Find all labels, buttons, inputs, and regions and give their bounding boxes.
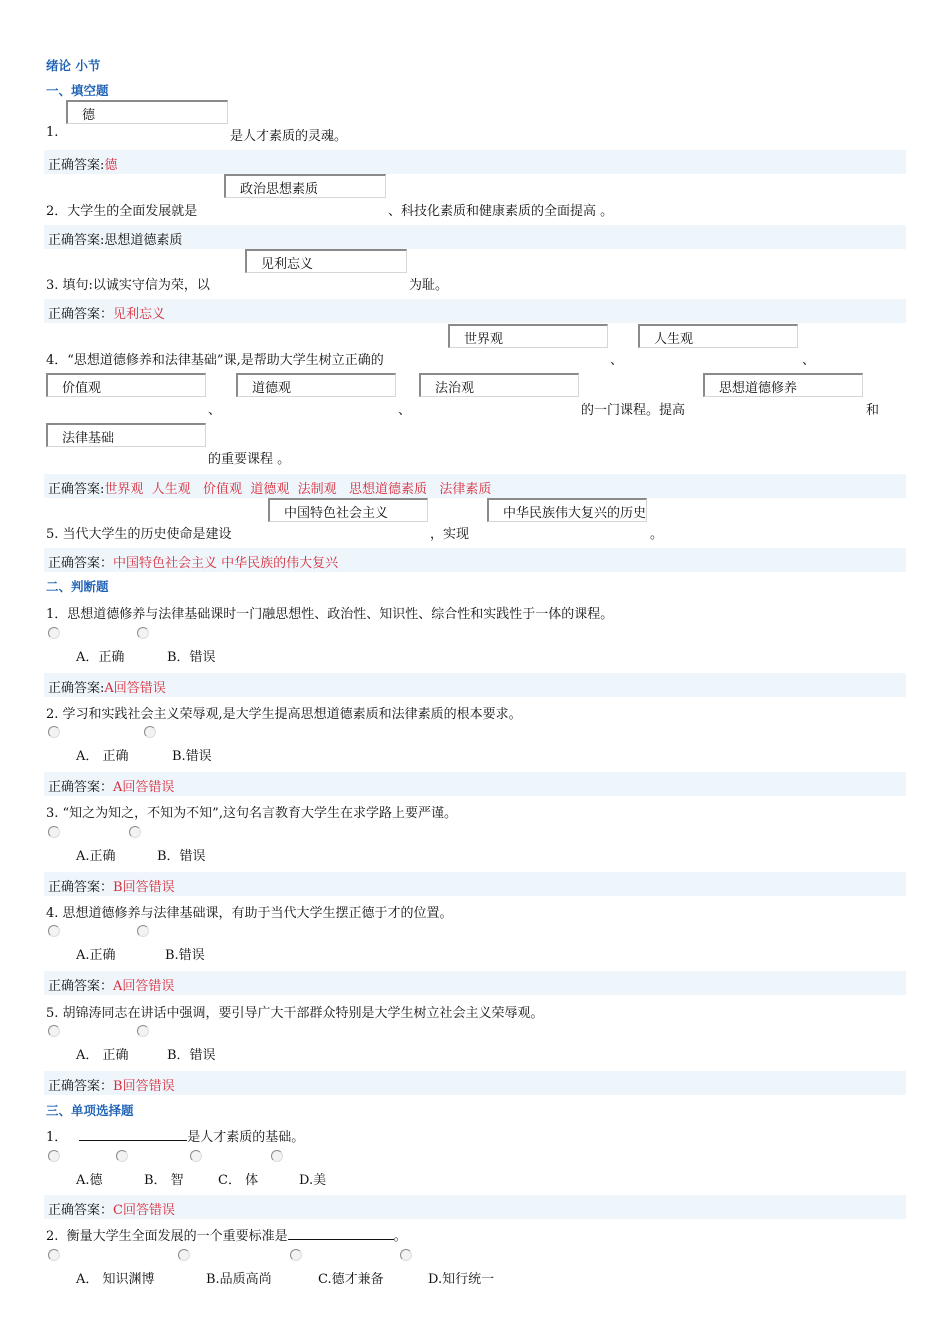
fill-2-answer-bar <box>44 225 906 249</box>
fill-4-input-6[interactable]: 思想道德修养 <box>703 373 863 397</box>
answer-label: 正确答案： <box>48 556 114 571</box>
answer-value: A回答错误 <box>113 780 175 795</box>
judge-4-radio-a[interactable] <box>48 925 60 937</box>
choice-1-question <box>46 1126 304 1145</box>
judge-4-question: 4. 思想道德修养与法律基础课，有助于当代大学生摆正德于才的位置。 <box>46 906 453 921</box>
fill-3-suffix: 为耻。 <box>409 278 449 293</box>
judge-2-radio-a[interactable] <box>48 726 60 738</box>
judge-5-option-a: A． 正确 <box>76 1048 129 1063</box>
judge-3-option-a: A.正确 <box>76 849 116 864</box>
answer-label: 正确答案: <box>48 158 105 173</box>
judge-5-option-b: B．错误 <box>167 1048 216 1063</box>
choice-2-radio-d[interactable] <box>400 1249 412 1261</box>
fill-2-prefix: 2．大学生的全面发展就是 <box>46 204 198 219</box>
choice-1-radio-a[interactable] <box>48 1150 60 1162</box>
fill-5-input-2[interactable]: 中华民族伟大复兴的历史 <box>487 498 647 522</box>
judge-2-answer-bar <box>44 772 906 796</box>
answer-label: 正确答案: <box>48 482 105 497</box>
answer-value: B回答错误 <box>113 880 175 895</box>
fill-4-sep-1: 、 <box>610 353 624 368</box>
answer-label: 正确答案： <box>48 1203 114 1218</box>
answer-value: 见利忘义 <box>113 307 166 322</box>
fill-5-input-1[interactable]: 中国特色社会主义 <box>268 498 428 522</box>
fill-4-and: 和 <box>866 403 880 418</box>
answer-label: 正确答案： <box>48 307 114 322</box>
page-heading: 绪论 小节 <box>46 58 101 73</box>
choice-1-option-a: A.德 <box>76 1173 103 1188</box>
judge-1-answer-bar <box>44 673 906 697</box>
judge-2-option-a: A． 正确 <box>76 749 129 764</box>
fill-4-input-5[interactable]: 法治观 <box>419 373 579 397</box>
answer-value: A回答错误 <box>113 979 175 994</box>
fill-2-input[interactable]: 政治思想素质 <box>224 174 386 198</box>
fill-4-suffix: 的重要课程 。 <box>208 452 291 467</box>
fill-4-input-7[interactable]: 法律基础 <box>46 423 206 447</box>
choice-1-option-b: B． 智 <box>144 1173 184 1188</box>
answer-label: 正确答案: <box>48 681 105 696</box>
judge-1-radio-a[interactable] <box>48 627 60 639</box>
choice-1-radio-d[interactable] <box>271 1150 283 1162</box>
choice-2-suffix: 。 <box>393 1229 407 1244</box>
judge-1-option-a: A．正确 <box>76 650 125 665</box>
fill-2-suffix: 、科技化素质和健康素质的全面提高 。 <box>388 204 614 219</box>
fill-3-prefix: 3. 填句:以诚实守信为荣，以 <box>46 278 210 293</box>
choice-1-num: 1． <box>46 1130 68 1145</box>
judge-3-radio-b[interactable] <box>129 826 141 838</box>
answer-label: 正确答案： <box>48 979 114 994</box>
choice-2-option-a: A． 知识渊博 <box>76 1272 155 1287</box>
fill-1-suffix: 是人才素质的灵魂。 <box>230 129 348 144</box>
answer-value: B回答错误 <box>113 1079 175 1094</box>
answer-value: 世界观 人生观 价值观 道德观 法制观 思想道德素质 法律素质 <box>104 482 492 497</box>
fill-5-prefix: 5. 当代大学生的历史使命是建设 <box>46 527 232 542</box>
judge-4-radio-b[interactable] <box>137 925 149 937</box>
choice-1-option-c: C． 体 <box>218 1173 259 1188</box>
fill-4-sep-2: 、 <box>802 353 816 368</box>
answer-value: 中国特色社会主义 中华民族的伟大复兴 <box>113 556 339 571</box>
choice-1-suffix: 是人才素质的基础。 <box>187 1130 305 1145</box>
answer-value: 德 <box>104 158 118 173</box>
judge-4-option-a: A.正确 <box>76 948 116 963</box>
fill-4-input-1[interactable]: 世界观 <box>448 324 608 348</box>
judge-1-radio-b[interactable] <box>137 627 149 639</box>
judge-3-radio-a[interactable] <box>48 826 60 838</box>
choice-1-blank <box>79 1128 187 1141</box>
judge-2-question: 2. 学习和实践社会主义荣辱观,是大学生提高思想道德素质和法律素质的根本要求。 <box>46 707 522 722</box>
section-title-judge: 二、判断题 <box>46 579 109 594</box>
judge-5-radio-b[interactable] <box>137 1025 149 1037</box>
fill-3-answer-bar <box>44 299 906 323</box>
judge-1-question: 1．思想道德修养与法律基础课时一门融思想性、政治性、知识性、综合性和实践性于一体的课程。 <box>46 607 614 622</box>
answer-label: 正确答案： <box>48 780 114 795</box>
fill-3-input[interactable]: 见利忘义 <box>245 249 407 273</box>
section-title-fill: 一、填空题 <box>46 83 109 98</box>
fill-1-answer-bar <box>44 150 906 174</box>
section-title-choice: 三、单项选择题 <box>46 1103 134 1118</box>
judge-3-option-b: B．错误 <box>157 849 206 864</box>
choice-1-option-d: D.美 <box>299 1173 327 1188</box>
judge-2-radio-b[interactable] <box>144 726 156 738</box>
judge-1-option-b: B．错误 <box>167 650 216 665</box>
choice-2-radio-c[interactable] <box>290 1249 302 1261</box>
fill-5-mid: ，实现 <box>430 527 470 542</box>
answer-label: 正确答案： <box>48 1079 114 1094</box>
judge-4-option-b: B.错误 <box>165 948 205 963</box>
choice-1-answer-bar <box>44 1195 906 1219</box>
choice-2-text: 衡量大学生全面发展的一个重要标准是 <box>58 1229 288 1244</box>
judge-5-answer-bar <box>44 1071 906 1095</box>
fill-5-suffix: 。 <box>650 527 664 542</box>
choice-2-question <box>46 1225 407 1244</box>
choice-2-radio-b[interactable] <box>178 1249 190 1261</box>
choice-2-option-b: B.品质高尚 <box>206 1272 272 1287</box>
fill-4-input-4[interactable]: 道德观 <box>236 373 396 397</box>
judge-4-answer-bar <box>44 971 906 995</box>
choice-1-radio-b[interactable] <box>116 1150 128 1162</box>
choice-2-blank <box>288 1227 394 1240</box>
fill-1-prefix: 1. <box>46 125 59 140</box>
fill-5-answer-bar <box>44 548 906 572</box>
fill-4-sep-4: 、 <box>398 403 412 418</box>
answer-value: 思想道德素质 <box>104 233 183 248</box>
answer-label: 正确答案: <box>48 233 105 248</box>
fill-4-sep-3: 、 <box>208 403 222 418</box>
fill-1-input[interactable]: 德 <box>66 100 228 124</box>
answer-value: C回答错误 <box>113 1203 175 1218</box>
fill-4-mid: 的一门课程。提高 <box>581 403 686 418</box>
choice-2-num: 2. <box>46 1229 59 1244</box>
fill-4-input-2[interactable]: 人生观 <box>638 324 798 348</box>
fill-4-prefix: 4．“思想道德修养和法律基础”课,是帮助大学生树立正确的 <box>46 353 384 368</box>
judge-3-answer-bar <box>44 872 906 896</box>
judge-2-option-b: B.错误 <box>172 749 212 764</box>
choice-2-radio-a[interactable] <box>48 1249 60 1261</box>
answer-value: A回答错误 <box>104 681 166 696</box>
choice-2-option-c: C.德才兼备 <box>318 1272 384 1287</box>
fill-4-input-3[interactable]: 价值观 <box>46 373 206 397</box>
judge-5-question: 5. 胡锦涛同志在讲话中强调，要引导广大干部群众特别是大学生树立社会主义荣辱观。 <box>46 1006 544 1021</box>
fill-4-answer-bar <box>44 474 906 498</box>
choice-1-radio-c[interactable] <box>190 1150 202 1162</box>
choice-2-option-d: D.知行统一 <box>428 1272 495 1287</box>
judge-3-question: 3. “知之为知之，不知为不知”,这句名言教育大学生在求学路上要严谨。 <box>46 806 457 821</box>
judge-5-radio-a[interactable] <box>48 1025 60 1037</box>
answer-label: 正确答案： <box>48 880 114 895</box>
